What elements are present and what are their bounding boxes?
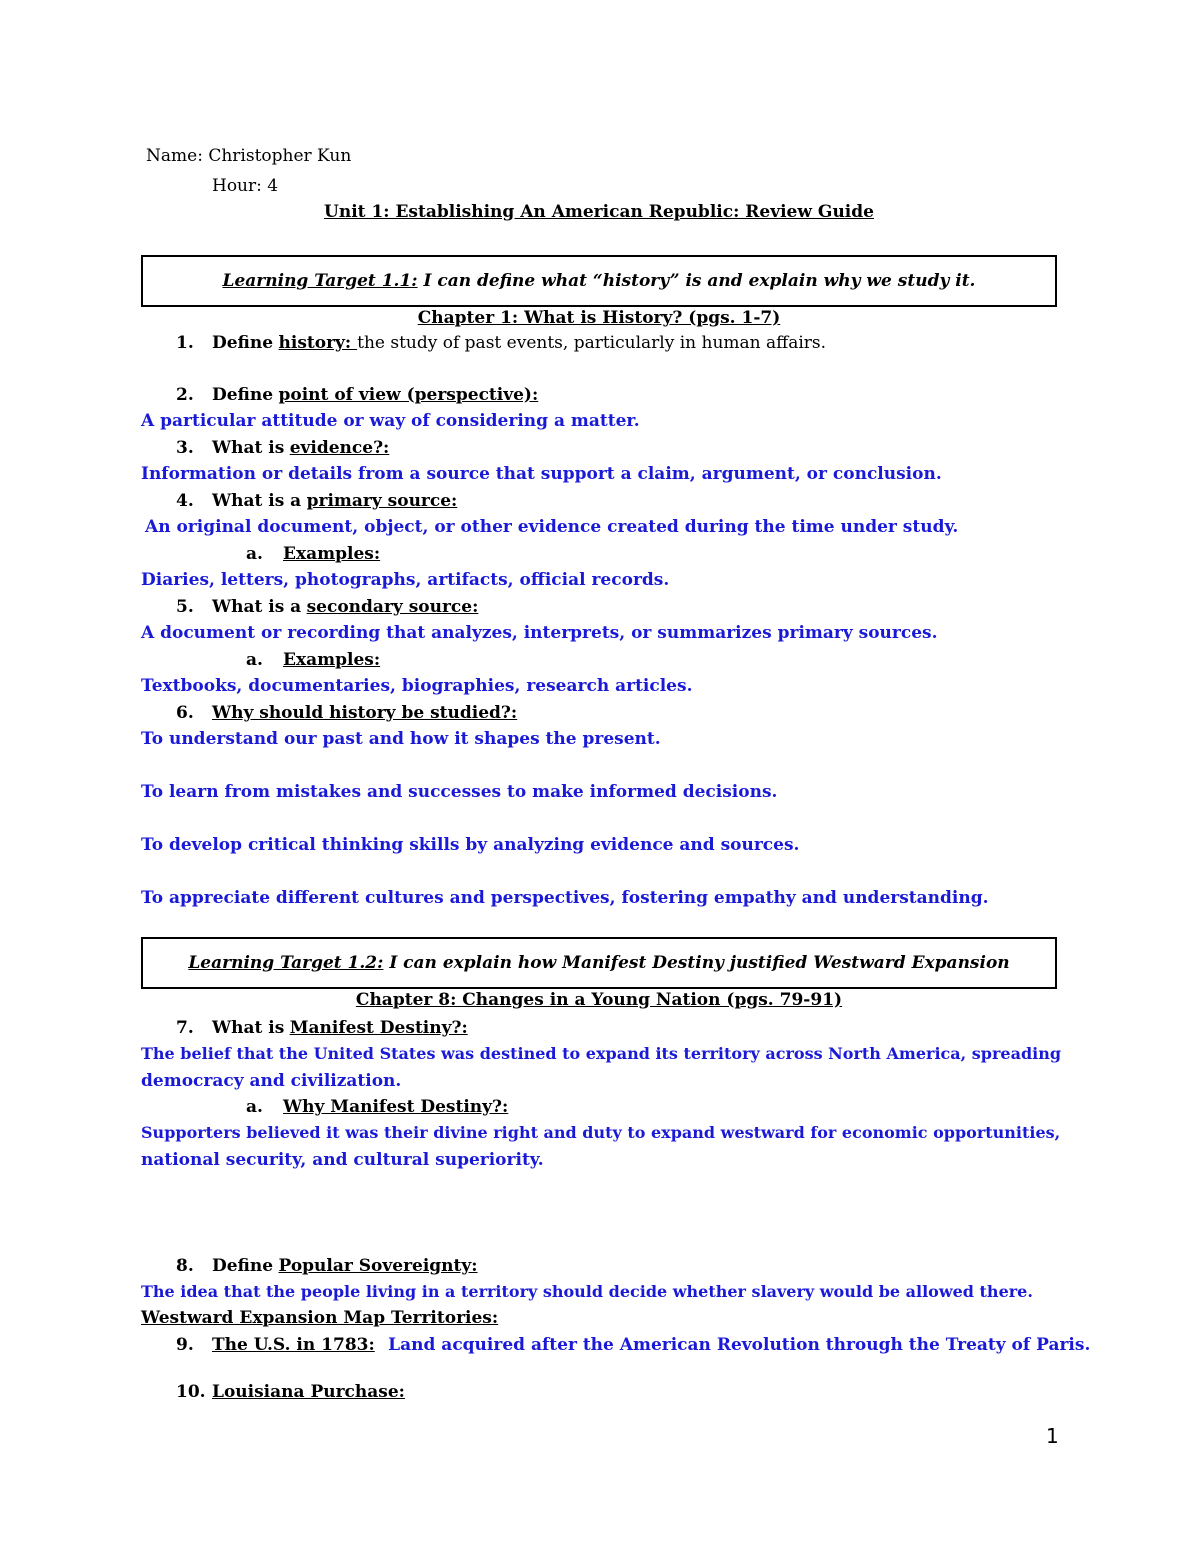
answer-text: national security, and cultural superiority. bbox=[141, 1150, 544, 1170]
answer-text: To understand our past and how it shapes the present. bbox=[141, 729, 661, 749]
question-4: What is a primary source: bbox=[212, 491, 458, 511]
question-number: 7. bbox=[176, 1018, 194, 1038]
learning-target-label: Learning Target 1.1: bbox=[222, 271, 418, 291]
learning-target-text: I can explain how Manifest Destiny justified Westward Expansion bbox=[389, 953, 1010, 973]
sub-question-term: Examples: bbox=[283, 650, 381, 670]
answer-text: The belief that the United States was destined to expand its territory across North America, spreading bbox=[141, 1044, 1062, 1063]
question-term: Why should history be studied?: bbox=[212, 703, 518, 723]
answer-text: An original document, object, or other evidence created during the time under study. bbox=[145, 517, 959, 537]
question-number: 8. bbox=[176, 1256, 194, 1276]
question-term: primary source: bbox=[306, 491, 458, 511]
answer-text: Land acquired after the American Revolution through the Treaty of Paris. bbox=[388, 1335, 1091, 1355]
hour-line bbox=[212, 175, 278, 197]
question-term: Popular Sovereignty: bbox=[278, 1256, 478, 1276]
learning-target-box-2 bbox=[141, 937, 1057, 989]
question-7: What is Manifest Destiny?: bbox=[212, 1018, 468, 1038]
learning-target-label: Learning Target 1.2: bbox=[188, 953, 384, 973]
question-term: evidence?: bbox=[289, 438, 390, 458]
sub-question-term: Why Manifest Destiny?: bbox=[283, 1097, 509, 1117]
answer-text: A particular attitude or way of considering a matter. bbox=[141, 411, 640, 431]
question-number: 2. bbox=[176, 385, 194, 405]
hour-value: 4 bbox=[267, 176, 279, 196]
answer-text: Supporters believed it was their divine right and duty to expand westward for economic opportunities, bbox=[141, 1123, 1061, 1142]
chapter-heading: Chapter 1: What is History? (pgs. 1-7) bbox=[417, 308, 781, 328]
name-label: Name: bbox=[146, 146, 203, 166]
answer-text: The idea that the people living in a territory should decide whether slavery would be allowed there. bbox=[141, 1282, 1033, 1301]
student-name: Christopher Kun bbox=[208, 146, 352, 166]
question-term: Manifest Destiny?: bbox=[289, 1018, 468, 1038]
question-number: 4. bbox=[176, 491, 194, 511]
hour-label: Hour: bbox=[212, 176, 262, 196]
document-title: Unit 1: Establishing An American Republic: Review Guide bbox=[324, 202, 874, 222]
question-term: point of view (perspective): bbox=[278, 385, 539, 405]
answer-text: A document or recording that analyzes, interprets, or summarizes primary sources. bbox=[141, 623, 938, 643]
learning-target-box-1 bbox=[141, 255, 1057, 307]
question-number: 3. bbox=[176, 438, 194, 458]
name-line bbox=[146, 145, 351, 167]
section-heading: Westward Expansion Map Territories: bbox=[141, 1308, 499, 1328]
learning-target-text: I can define what “history” is and explain why we study it. bbox=[423, 271, 976, 291]
answer-text: To learn from mistakes and successes to make informed decisions. bbox=[141, 782, 778, 802]
question-1: Define history: the study of past events, particularly in human affairs. bbox=[212, 333, 827, 353]
sub-question-letter: a. bbox=[246, 650, 263, 670]
question-term: secondary source: bbox=[306, 597, 479, 617]
question-2: Define point of view (perspective): bbox=[212, 385, 539, 405]
question-9 bbox=[212, 1334, 1090, 1356]
answer-text: democracy and civilization. bbox=[141, 1071, 402, 1091]
answer-text: To develop critical thinking skills by analyzing evidence and sources. bbox=[141, 835, 800, 855]
answer-text: To appreciate different cultures and perspectives, fostering empathy and understanding. bbox=[141, 888, 989, 908]
question-8: Define Popular Sovereignty: bbox=[212, 1256, 478, 1276]
page-number: 1 bbox=[1046, 1424, 1059, 1448]
sub-question-letter: a. bbox=[246, 544, 263, 564]
question-5: What is a secondary source: bbox=[212, 597, 479, 617]
question-number: 6. bbox=[176, 703, 194, 723]
question-number: 1. bbox=[176, 333, 194, 353]
question-number: 9. bbox=[176, 1335, 194, 1355]
question-number: 10. bbox=[176, 1382, 206, 1402]
answer-text: the study of past events, particularly in human affairs. bbox=[357, 333, 827, 353]
chapter-heading: Chapter 8: Changes in a Young Nation (pgs. 79-91) bbox=[355, 990, 843, 1010]
question-3: What is evidence?: bbox=[212, 438, 390, 458]
question-term: Louisiana Purchase: bbox=[212, 1382, 405, 1402]
sub-question-letter: a. bbox=[246, 1097, 263, 1117]
sub-question-term: Examples: bbox=[283, 544, 381, 564]
question-term: The U.S. in 1783: bbox=[212, 1335, 375, 1355]
answer-text: Textbooks, documentaries, biographies, research articles. bbox=[141, 676, 693, 696]
answer-text: Information or details from a source that support a claim, argument, or conclusion. bbox=[141, 464, 942, 484]
question-term: history: bbox=[278, 333, 358, 353]
answer-text: Diaries, letters, photographs, artifacts, official records. bbox=[141, 570, 670, 590]
question-number: 5. bbox=[176, 597, 194, 617]
